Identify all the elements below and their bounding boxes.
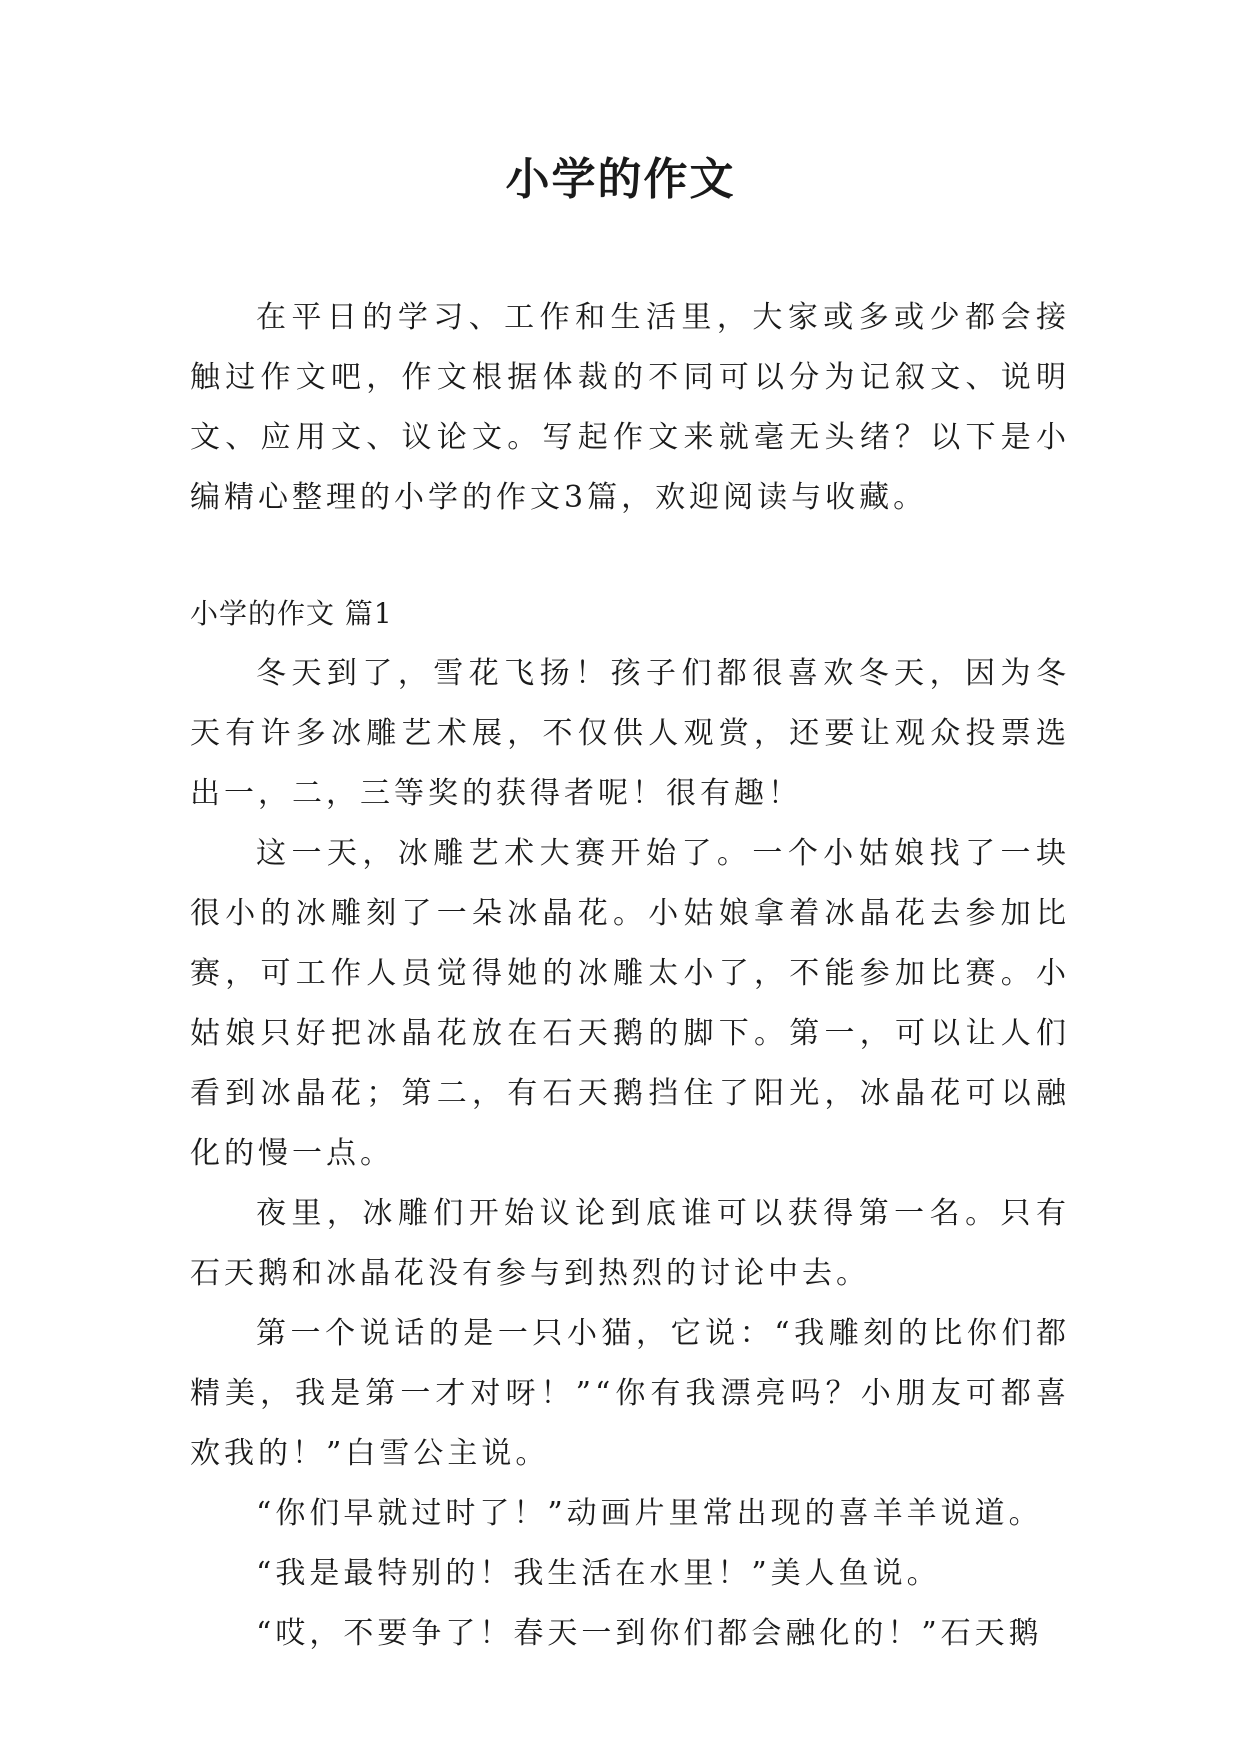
body-paragraph: “哎，不要争了！春天一到你们都会融化的！”石天鹅 [256, 1616, 1043, 1651]
document-title: 小学的作文 [505, 154, 736, 205]
body-paragraph: “你们早就过时了！”动画片里常出现的喜羊羊说道。 [256, 1496, 1043, 1531]
body-paragraph: “我是最特别的！我生活在水里！”美人鱼说。 [256, 1556, 941, 1591]
document-body [190, 288, 1070, 1664]
body-paragraph: 冬天到了，雪花飞扬！孩子们都很喜欢冬天，因为冬天有许多冰雕艺术展，不仅供人观赏，还要让观众投票选出一，二，三等奖的获得者呢！很有趣！ [190, 656, 1070, 811]
intro-paragraph: 在平日的学习、工作和生活里，大家或多或少都会接触过作文吧，作文根据体裁的不同可以分为记叙文、说明文、应用文、议论文。写起作文来就毫无头绪？以下是小编精心整理的小学的作文3篇，欢迎阅读与收藏。 [190, 300, 1070, 515]
body-paragraph: 夜里，冰雕们开始议论到底谁可以获得第一名。只有石天鹅和冰晶花没有参与到热烈的讨论中去。 [190, 1196, 1070, 1291]
body-paragraph: 这一天，冰雕艺术大赛开始了。一个小姑娘找了一块很小的冰雕刻了一朵冰晶花。小姑娘拿着冰晶花去参加比赛，可工作人员觉得她的冰雕太小了，不能参加比赛。小姑娘只好把冰晶花放在石天鹅的脚下。第一，可以让人们看到冰晶花；第二，有石天鹅挡住了阳光，冰晶花可以融化的慢一点。 [190, 836, 1070, 1171]
section-heading: 小学的作文 篇1 [190, 597, 393, 630]
body-paragraph: 第一个说话的是一只小猫，它说：“我雕刻的比你们都精美，我是第一才对呀！”“你有我漂亮吗？小朋友可都喜欢我的！”白雪公主说。 [190, 1316, 1070, 1471]
